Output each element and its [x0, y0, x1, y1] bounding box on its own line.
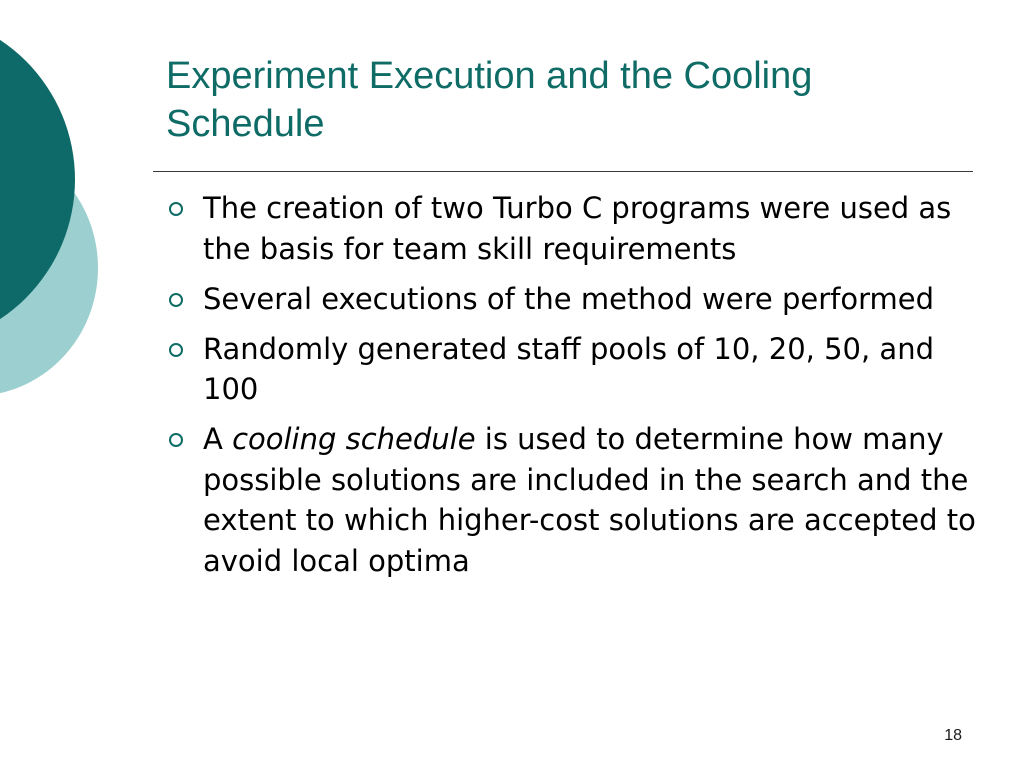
- bullet-text: Several executions of the method were performed: [203, 281, 935, 316]
- bullet-text: [203, 422, 976, 578]
- bullet-text-suffix: is used to determine how many possible solutions are included in the search and the extent to which higher-cost solutions are accepted to avoid local optima: [203, 422, 976, 578]
- bullet-item-executions: [166, 279, 976, 320]
- title-line-1: Experiment Execution and the Cooling: [166, 55, 813, 97]
- bullet-item-turbo-c: [166, 188, 976, 269]
- page-number: 18: [944, 727, 962, 744]
- bullet-text: Randomly generated staff pools of 10, 20, 50, and 100: [203, 331, 934, 406]
- bullet-list: [166, 188, 976, 591]
- title-divider: [153, 171, 973, 172]
- bullet-text-prefix: A: [203, 422, 233, 456]
- hollow-circle-bullet-icon: [169, 433, 183, 447]
- slide-title: [166, 52, 986, 148]
- hollow-circle-bullet-icon: [169, 202, 183, 216]
- hollow-circle-bullet-icon: [169, 343, 183, 357]
- bullet-text-emphasis: cooling schedule: [232, 422, 476, 456]
- title-line-2: Schedule: [166, 103, 325, 145]
- bullet-item-staff-pools: [166, 329, 976, 410]
- hollow-circle-bullet-icon: [169, 293, 183, 307]
- bullet-item-cooling-schedule: [166, 419, 976, 581]
- bullet-text: The creation of two Turbo C programs were used as the basis for team skill requirements: [203, 191, 952, 266]
